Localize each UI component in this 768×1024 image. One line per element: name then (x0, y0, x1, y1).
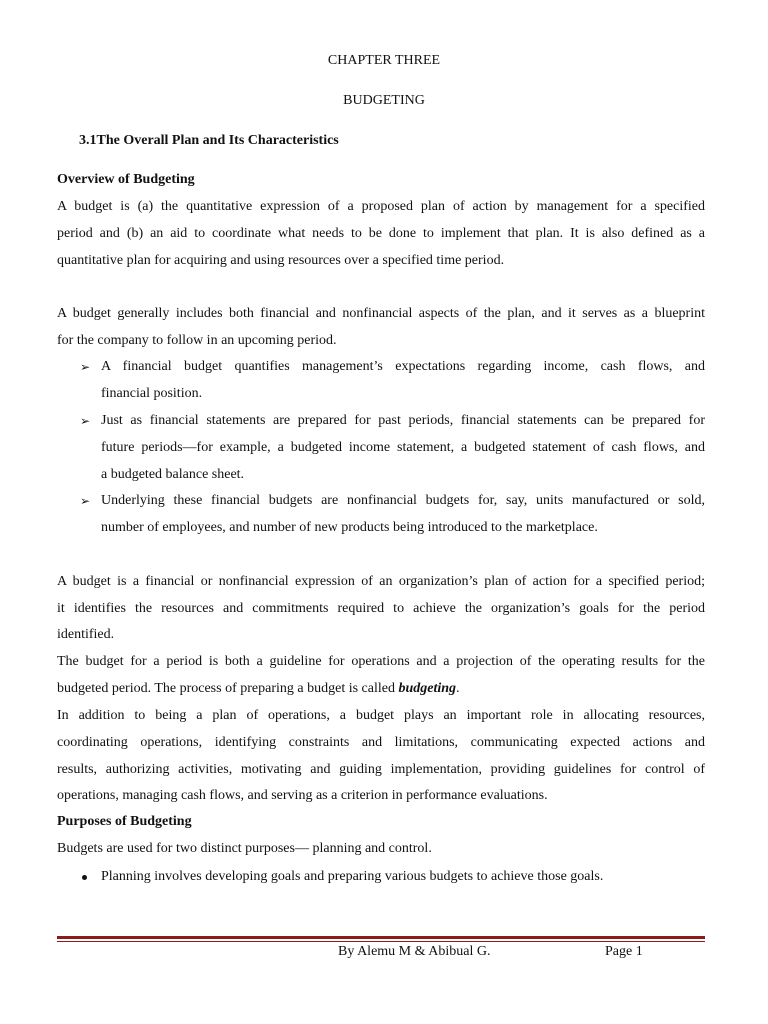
chapter-title: BUDGETING (343, 93, 425, 108)
paragraph-line: results, authorizing activities, motivating and guiding implementation, providing guidelines for control of (57, 762, 705, 777)
arrow-bullet-icon: ➢ (80, 494, 91, 508)
paragraph-text: budgeted period. The process of preparing a budget is called (57, 681, 399, 696)
paragraph-line: A budget generally includes both financial and nonfinancial aspects of the plan, and it serves as a blueprint (57, 306, 705, 321)
paragraph-line: period and (b) an aid to coordinate what needs to be done to implement that plan. It is also defined as a (57, 226, 705, 241)
paragraph-line: identified. (57, 627, 115, 642)
footer-rule (57, 941, 705, 942)
list-item-line: number of employees, and number of new products being introduced to the marketplace. (101, 520, 598, 535)
paragraph-line: coordinating operations, identifying constraints and limitations, communicating expected actions and (57, 735, 705, 750)
paragraph-line: The budget for a period is both a guideline for operations and a projection of the operating results for the (57, 654, 705, 669)
arrow-bullet-icon: ➢ (80, 360, 91, 374)
paragraph-line: A budget is a financial or nonfinancial expression of an organization’s plan of action for a specified period; (57, 574, 705, 589)
footer-authors: By Alemu M & Abibual G. (338, 944, 491, 959)
paragraph-line: In addition to being a plan of operations, a budget plays an important role in allocating resources, (57, 708, 705, 723)
list-item-line: Planning involves developing goals and preparing various budgets to achieve those goals. (101, 869, 604, 884)
list-item-line: Just as financial statements are prepared for past periods, financial statements can be prepared for (101, 413, 705, 428)
paragraph-line: Budgets are used for two distinct purposes— planning and control. (57, 841, 432, 856)
purposes-heading: Purposes of Budgeting (57, 814, 192, 829)
overview-heading: Overview of Budgeting (57, 172, 195, 187)
list-item-line: Underlying these financial budgets are nonfinancial budgets for, say, units manufactured or sold, (101, 493, 705, 508)
bullet-dot-icon (82, 875, 87, 880)
paragraph-line: it identifies the resources and commitments required to achieve the organization’s goals for the period (57, 601, 705, 616)
paragraph-line: quantitative plan for acquiring and using resources over a specified time period. (57, 253, 505, 268)
paragraph-line: operations, managing cash flows, and serving as a criterion in performance evaluations. (57, 788, 548, 803)
paragraph-text: . (456, 681, 460, 696)
emphasized-term: budgeting (398, 681, 457, 696)
paragraph-line: for the company to follow in an upcoming period. (57, 333, 337, 348)
paragraph-line (57, 680, 460, 698)
list-item-line: financial position. (101, 386, 203, 401)
list-item-line: future periods—for example, a budgeted income statement, a budgeted statement of cash flows, and (101, 440, 705, 455)
section-heading: 3.1The Overall Plan and Its Characteristics (79, 133, 339, 148)
arrow-bullet-icon: ➢ (80, 414, 91, 428)
footer-rule (57, 936, 705, 939)
paragraph-line: A budget is (a) the quantitative expression of a proposed plan of action by management for a specified (57, 199, 705, 214)
page-number: Page 1 (605, 944, 643, 959)
chapter-heading: CHAPTER THREE (327, 53, 441, 68)
list-item-line: a budgeted balance sheet. (101, 467, 245, 482)
list-item-line: A financial budget quantifies management’s expectations regarding income, cash flows, and (101, 359, 705, 374)
